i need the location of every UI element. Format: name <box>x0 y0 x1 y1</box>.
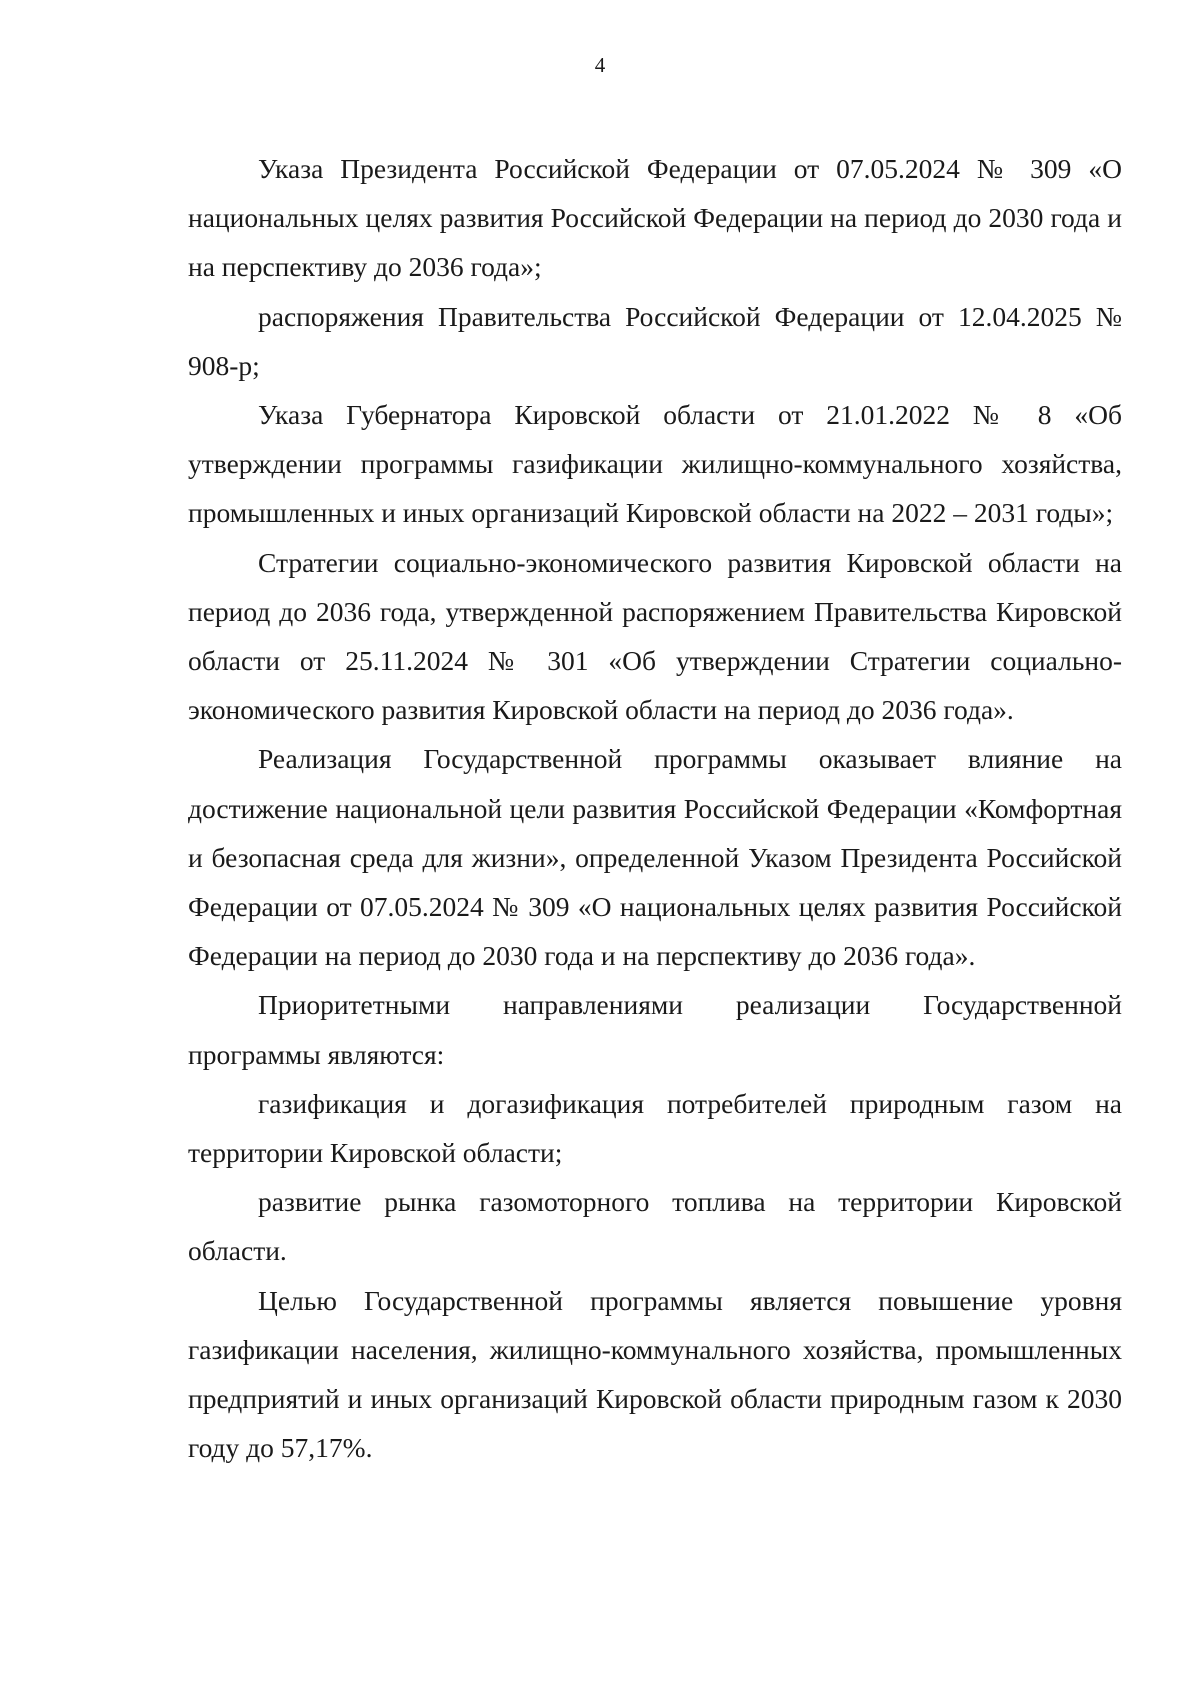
paragraph-presidential-decree-309: Указа Президента Российской Федерации от 07.05.2024 № 309 «О национальных целях развития Российской Федерации на период до 2030 года и на перспективу до 2036 года»; <box>188 153 1122 283</box>
page-number: 4 <box>594 53 606 77</box>
paragraph-national-goal-impact: Реализация Государственной программы оказывает влияние на достижение национальной цели развития Российской Федерации «Комфортная и безопасная среда для жизни», определенной Указом Президента Российской Федерации от 07.05.2024 № 309 «О национальных целях развития Российской Федерации на период до 2030 года и на перспективу до 2036 года». <box>188 743 1122 972</box>
paragraph-priority-gasification: газификация и догазификация потребителей природным газом на территории Кировской области; <box>188 1087 1122 1169</box>
paragraph-program-goal: Целью Государственной программы является повышение уровня газификации населения, жилищно-коммунального хозяйства, промышленных предприятий и иных организаций Кировской области природным газом к 2030 году до 57,17%. <box>188 1284 1122 1464</box>
paragraph-government-order-908r: распоряжения Правительства Российской Федерации от 12.04.2025 № 908-р; <box>188 300 1122 381</box>
paragraph-governor-decree-8: Указа Губернатора Кировской области от 21.01.2022 № 8 «Об утверждении программы газификации жилищно-коммунального хозяйства, промышленных и иных организаций Кировской области на 2022 – 2031 годы»; <box>188 399 1122 529</box>
paragraph-strategy-2036: Стратегии социально-экономического развития Кировской области на период до 2036 года, утвержденной распоряжением Правительства Кировской области от 25.11.2024 № 301 «Об утверждении Стратегии социально-экономического развития Кировской области на период до 2036 года». <box>188 546 1122 726</box>
paragraph-priority-directions: Приоритетными направлениями реализации Государственной программы являются: <box>188 989 1122 1070</box>
paragraph-priority-gas-motor-fuel: развитие рынка газомоторного топлива на территории Кировской области. <box>188 1186 1122 1267</box>
document-body <box>188 144 1122 1472</box>
